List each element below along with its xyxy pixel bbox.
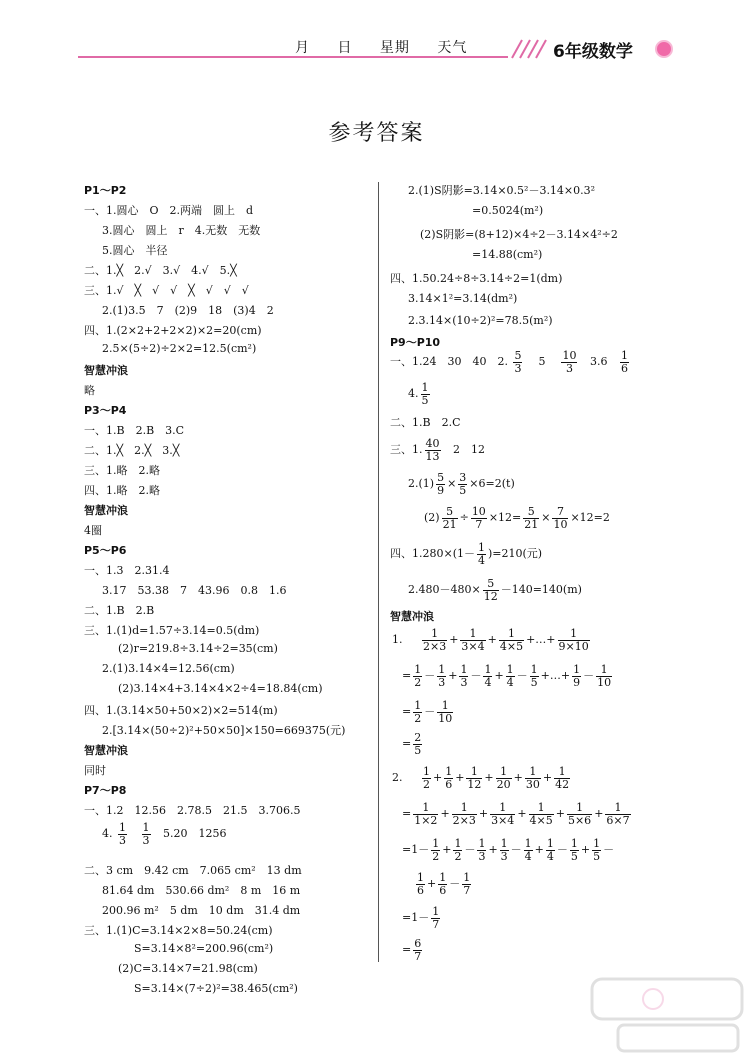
slash-decoration-icon bbox=[510, 38, 550, 60]
answer-line: 4圈 bbox=[84, 524, 102, 537]
day-label: 日 bbox=[337, 40, 353, 56]
section-heading: P3～P4 bbox=[84, 404, 127, 417]
answer-line: 3.17 53.38 7 43.96 0.8 1.6 bbox=[102, 584, 287, 597]
answer-line: =1－ $\frac{1}{7}$ bbox=[402, 905, 440, 931]
grade-subject-label: 6年级数学 bbox=[553, 42, 633, 62]
answer-line: 2.(1)3.5 7 (2)9 18 (3)4 2 bbox=[102, 304, 274, 317]
weekday-label: 星期 bbox=[379, 40, 410, 56]
answer-line: 三、1.√ ╳ √ √ ╳ √ √ √ bbox=[84, 284, 249, 297]
answer-line: 二、3 cm 9.42 cm 7.065 cm² 13 dm bbox=[84, 864, 302, 877]
header-date-fields bbox=[295, 37, 489, 57]
answer-line: (2) $\frac{5}{21}$ ÷ $\frac{10}{7}$ ×12= $\frac{5}{21}$ × $\frac{7}{10}$ ×12=2 bbox=[424, 505, 610, 531]
answer-line: 2.(1)3.14×4=12.56(cm) bbox=[102, 662, 235, 675]
section-subheading: 智慧冲浪 bbox=[84, 364, 128, 377]
section-heading: P9～P10 bbox=[390, 336, 441, 349]
answer-line: 1. $\frac{1}{2\times 3}$ + $\frac{1}{3\times 4}$ + $\frac{1}{4\times 5}$ +…+ $\frac{1}{9\times 10}$ bbox=[392, 627, 589, 653]
answer-line: =14.88(cm²) bbox=[472, 248, 543, 261]
answer-line: (2)r=219.8÷3.14÷2=35(cm) bbox=[118, 642, 278, 655]
answer-line: 同时 bbox=[84, 764, 106, 777]
answer-line: 2.(1) $\frac{5}{9}$ × $\frac{3}{5}$ ×6=2(t) bbox=[408, 471, 515, 497]
month-label: 月 bbox=[295, 40, 310, 56]
answer-line: 2.(1)S阴影=3.14×0.5²－3.14×0.3² bbox=[408, 184, 596, 197]
answer-line: = $\frac{1}{2}$ － $\frac{1}{3}$ + $\frac{1}{3}$ － $\frac{1}{4}$ + $\frac{1}{4}$ － $\frac{1}{5}$ +…+ $\frac{1}{9}$ － $\frac{1}{10}$ bbox=[402, 663, 612, 689]
answer-line: = $\frac{6}{7}$ bbox=[402, 937, 422, 963]
answer-line: 4. $\frac{1}{3}$ $\frac{1}{3}$ 5.20 1256 bbox=[102, 821, 227, 847]
answer-line: (2)3.14×4+3.14×4×2÷4=18.84(cm) bbox=[118, 682, 323, 695]
answer-line: 略 bbox=[84, 384, 95, 397]
answer-line: S=3.14×8²=200.96(cm²) bbox=[134, 942, 274, 955]
pink-dot-icon bbox=[655, 40, 673, 58]
answer-line: 4. $\frac{1}{5}$ bbox=[408, 381, 429, 407]
section-subheading: 智慧冲浪 bbox=[390, 610, 434, 623]
fraction: $\frac{1}{3}$ bbox=[142, 821, 150, 847]
answer-line: 二、1.B 2.B bbox=[84, 604, 155, 617]
answer-line: = $\frac{1}{2}$ － $\frac{1}{10}$ bbox=[402, 699, 453, 725]
answer-line: 2.480－480× $\frac{5}{12}$ －140=140(m) bbox=[408, 577, 582, 603]
answer-line: (2)C=3.14×7=21.98(cm) bbox=[118, 962, 258, 975]
answer-line: 三、1.(1)C=3.14×2×8=50.24(cm) bbox=[84, 924, 273, 937]
answer-line: 一、1.2 12.56 2.78.5 21.5 3.706.5 bbox=[84, 804, 301, 817]
answer-line: 二、1.╳ 2.√ 3.√ 4.√ 5.╳ bbox=[84, 264, 237, 277]
answer-line: S=3.14×(7÷2)²=38.465(cm²) bbox=[134, 982, 298, 995]
answer-line: 2.3.14×(10÷2)²=78.5(m²) bbox=[408, 314, 553, 327]
answer-line: 四、1.280×(1－ $\frac{1}{4}$ )=210(元) bbox=[390, 541, 543, 567]
column-divider bbox=[378, 182, 379, 962]
answer-line: = $\frac{2}{5}$ bbox=[402, 731, 422, 757]
answer-line: 四、1.略 2.略 bbox=[84, 484, 160, 497]
section-heading: P7～P8 bbox=[84, 784, 127, 797]
answer-line: 四、1.(3.14×50+50×2)×2=514(m) bbox=[84, 704, 278, 717]
section-heading: P1～P2 bbox=[84, 184, 127, 197]
weather-label: 天气 bbox=[437, 40, 468, 56]
answer-line: 81.64 dm 530.66 dm² 8 m 16 m bbox=[102, 884, 301, 897]
answer-line: 一、1.24 30 40 2. $\frac{5}{3}$ 5 $\frac{10}{3}$ 3.6 $\frac{1}{6}$ bbox=[390, 349, 628, 375]
section-subheading: 智慧冲浪 bbox=[84, 744, 128, 757]
answer-line: 2. $\frac{1}{2}$ + $\frac{1}{6}$ + $\frac{1}{12}$ + $\frac{1}{20}$ + $\frac{1}{30}$ + $\frac{1}{42}$ bbox=[392, 765, 570, 791]
answer-line: 200.96 m² 5 dm 10 dm 31.4 dm bbox=[102, 904, 301, 917]
section-heading: P5～P6 bbox=[84, 544, 127, 557]
answer-line: 2.[3.14×(50÷2)²+50×50]×150=669375(元) bbox=[102, 724, 346, 737]
answer-line: (2)S阴影=(8+12)×4÷2－3.14×4²÷2 bbox=[420, 228, 618, 241]
page-title: 参考答案 bbox=[328, 121, 425, 146]
answer-line: 3.14×1²=3.14(dm²) bbox=[408, 292, 518, 305]
answer-line: $\frac{1}{6}$ + $\frac{1}{6}$ － $\frac{1}{7}$ bbox=[417, 871, 471, 897]
answer-line: 3.圆心 圆上 r 4.无数 无数 bbox=[102, 224, 261, 237]
answer-line: 2.5×(5÷2)÷2×2=12.5(cm²) bbox=[102, 342, 257, 355]
answer-line: 四、1.50.24÷8÷3.14÷2=1(dm) bbox=[390, 272, 563, 285]
section-subheading: 智慧冲浪 bbox=[84, 504, 128, 517]
answer-line: =0.5024(m²) bbox=[472, 204, 544, 217]
answer-line: 5.圆心 半径 bbox=[102, 244, 168, 257]
answer-line: 二、1.╳ 2.╳ 3.╳ bbox=[84, 444, 180, 457]
answer-line: 二、1.B 2.C bbox=[390, 416, 461, 429]
answer-line: 一、1.圆心 O 2.两端 圆上 d bbox=[84, 204, 254, 217]
answer-line: 三、1.(1)d=1.57÷3.14=0.5(dm) bbox=[84, 624, 260, 637]
answer-line: 一、1.3 2.31.4 bbox=[84, 564, 170, 577]
watermark-stamp bbox=[588, 975, 748, 1055]
answer-line: 三、1. $\frac{40}{13}$ 2 12 bbox=[390, 437, 485, 463]
answer-line: 一、1.B 2.B 3.C bbox=[84, 424, 185, 437]
answer-line: 三、1.略 2.略 bbox=[84, 464, 160, 477]
answer-line: = $\frac{1}{1\times 2}$ + $\frac{1}{2\times 3}$ + $\frac{1}{3\times 4}$ + $\frac{1}{4\times 5}$ + $\frac{1}{5\times 6}$ + $\frac{1}{6\times 7}$ bbox=[402, 801, 630, 827]
answer-line: 四、1.(2×2+2+2×2)×2=20(cm) bbox=[84, 324, 262, 337]
fraction: $\frac{1}{3}$ bbox=[119, 821, 126, 847]
answer-line: =1－ $\frac{1}{2}$ + $\frac{1}{2}$ － $\frac{1}{3}$ + $\frac{1}{3}$ － $\frac{1}{4}$ + $\frac{1}{4}$ － $\frac{1}{5}$ + $\frac{1}{5}$ － bbox=[402, 837, 615, 863]
